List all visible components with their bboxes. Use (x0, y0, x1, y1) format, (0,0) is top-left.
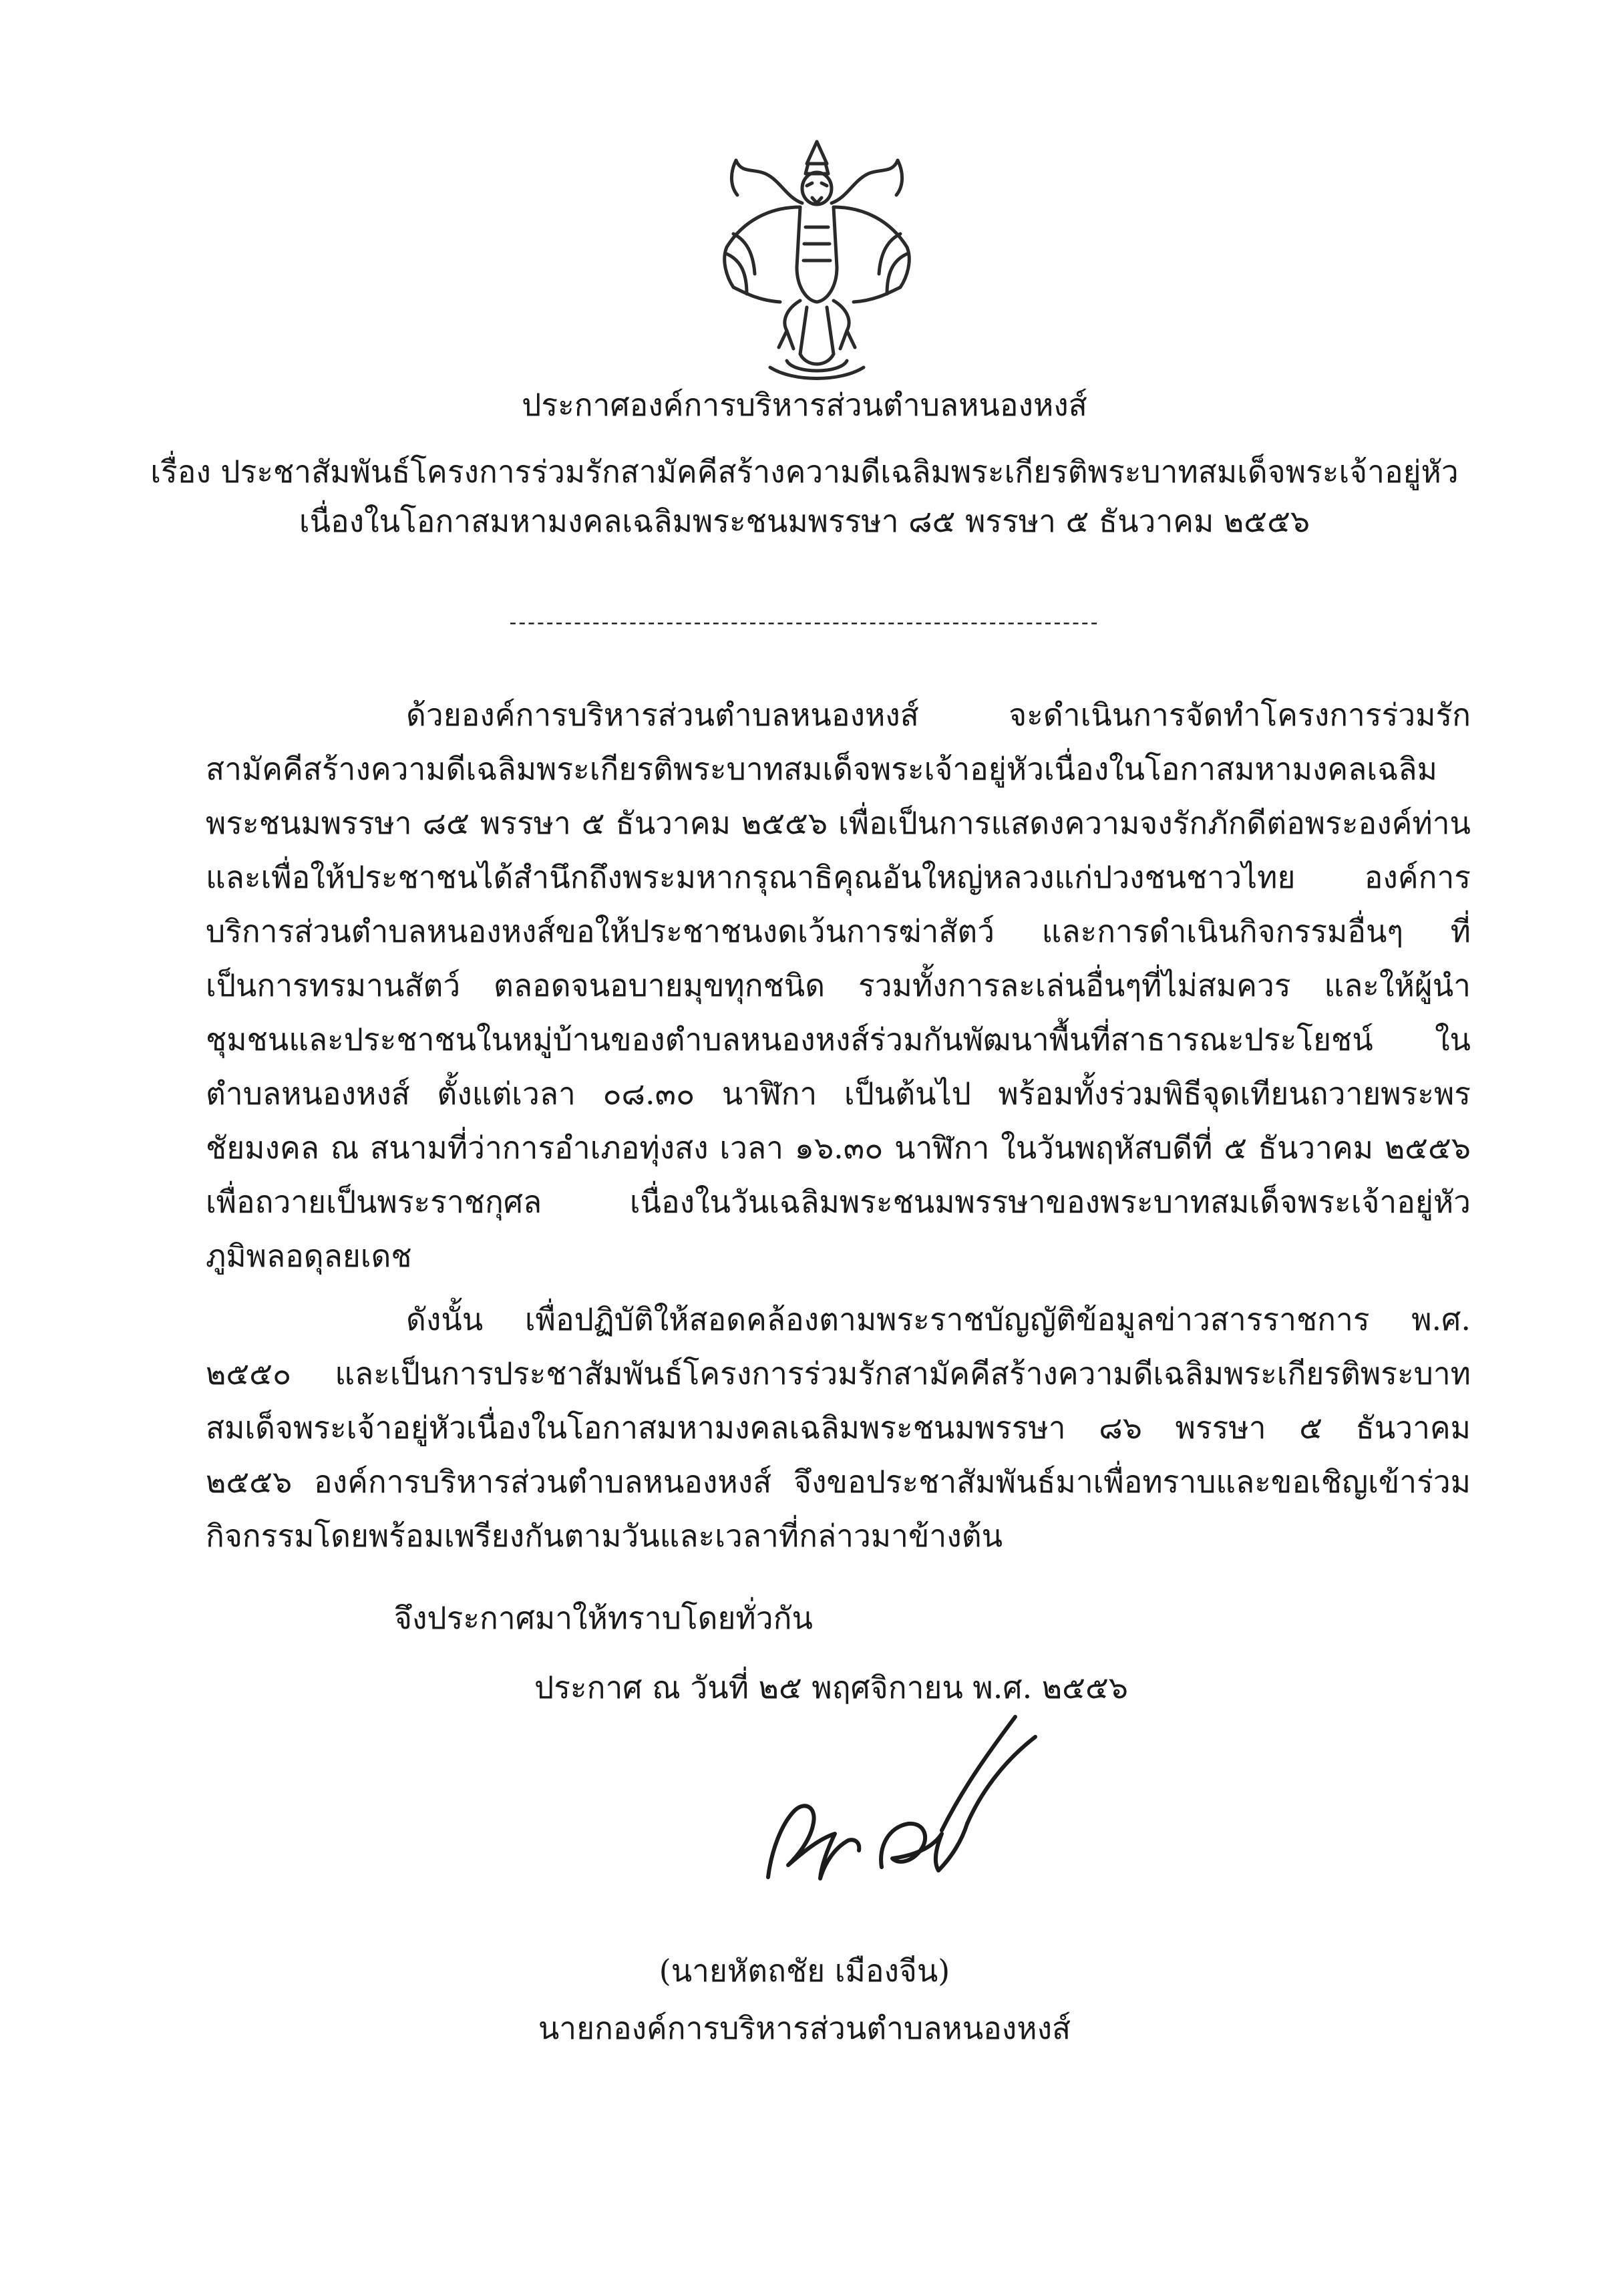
garuda-emblem-icon (707, 134, 927, 387)
signatory-name: (นายหัตถชัย เมืองจีน) (659, 1953, 950, 1989)
body-paragraph-2: ดังนั้น เพื่อปฏิบัติให้สอดคล้องตามพระราชบัญญัติข้อมูลข่าวสารราชการ พ.ศ. ๒๕๕๐ และเป็นการประชาสัมพันธ์โครงการร่วมรักสามัคคีสร้างความดีเฉลิมพระเกียรติพระบาทสมเด็จพระเจ้าอยู่หัวเนื่องในโอกาสมหามงคลเฉลิมพระชนมพรรษา ๘๖ พรรษา ๕ ธันวาคม ๒๕๕๖ องค์การบริหารส่วนตำบลหนองหงส์ จึงขอประชาสัมพันธ์มาเพื่อทราบและขอเชิญเข้าร่วมกิจกรรมโดยพร้อมเพรียงกันตามวันและเวลาที่กล่าวมาข้างต้น (206, 1301, 1471, 1554)
closing-announcement: จึงประกาศมาให้ทราบโดยทั่วกัน (394, 1600, 813, 1636)
occasion-line: เนื่องในโอกาสมหามงคลเฉลิมพระชนมพรรษา ๘๕ พรรษา ๕ ธันวาคม ๒๕๕๖ (299, 503, 1310, 539)
issuer-line: ประกาศองค์การบริหารส่วนตำบลหนองหงส์ (522, 387, 1087, 423)
body-paragraph-1: ด้วยองค์การบริหารส่วนตำบลหนองหงส์ จะดำเนินการจัดทำโครงการร่วมรักสามัคคีสร้างความดีเฉลิมพระเกียรติพระบาทสมเด็จพระเจ้าอยู่หัวเนื่องในโอกาสมหามงคลเฉลิมพระชนมพรรษา ๘๕ พรรษา ๕ ธันวาคม ๒๕๕๖ เพื่อเป็นการแสดงความจงรักภักดีต่อพระองค์ท่านและเพื่อให้ประชาชนได้สำนึกถึงพระมหากรุณาธิคุณอันใหญ่หลวงแก่ปวงชนชาวไทย องค์การบริการส่วนตำบลหนองหงส์ขอให้ประชาชนงดเว้นการฆ่าสัตว์ และการดำเนินกิจกรรมอื่นๆ ที่เป็นการทรมานสัตว์ ตลอดจนอบายมุขทุกชนิด รวมทั้งการละเล่นอื่นๆที่ไม่สมควร และให้ผู้นำชุมชนและประชาชนในหมู่บ้านของตำบลหนองหงส์ร่วมกันพัฒนาพื้นที่สาธารณะประโยชน์ ในตำบลหนองหงส์ ตั้งแต่เวลา ๐๘.๓๐ นาฬิกา เป็นต้นไป พร้อมทั้งร่วมพิธีจุดเทียนถวายพระพรชัยมงคล ณ สนามที่ว่าการอำเภอทุ่งสง เวลา ๑๖.๓๐ นาฬิกา ในวันพฤหัสบดีที่ ๕ ธันวาคม ๒๕๕๖ เพื่อถวายเป็นพระราชกุศล เนื่องในวันเฉลิมพระชนมพรรษาของพระบาทสมเด็จพระเจ้าอยู่หัวภูมิพลอดุลยเดช (206, 697, 1471, 1274)
header-divider: ---------------------------------------------------------------- (509, 609, 1100, 635)
subject-line: เรื่อง ประชาสัมพันธ์โครงการร่วมรักสามัคคีสร้างความดีเฉลิมพระเกียรติพระบาทสมเด็จพระเจ้าอยู่หัว (150, 454, 1459, 490)
announcement-date: ประกาศ ณ วันที่ ๒๕ พฤศจิกายน พ.ศ. ๒๕๕๖ (534, 1669, 1128, 1705)
signatory-position: นายกองค์การบริหารส่วนตำบลหนองหงส์ (538, 2010, 1071, 2046)
handwritten-signature-icon (741, 1690, 1049, 1911)
